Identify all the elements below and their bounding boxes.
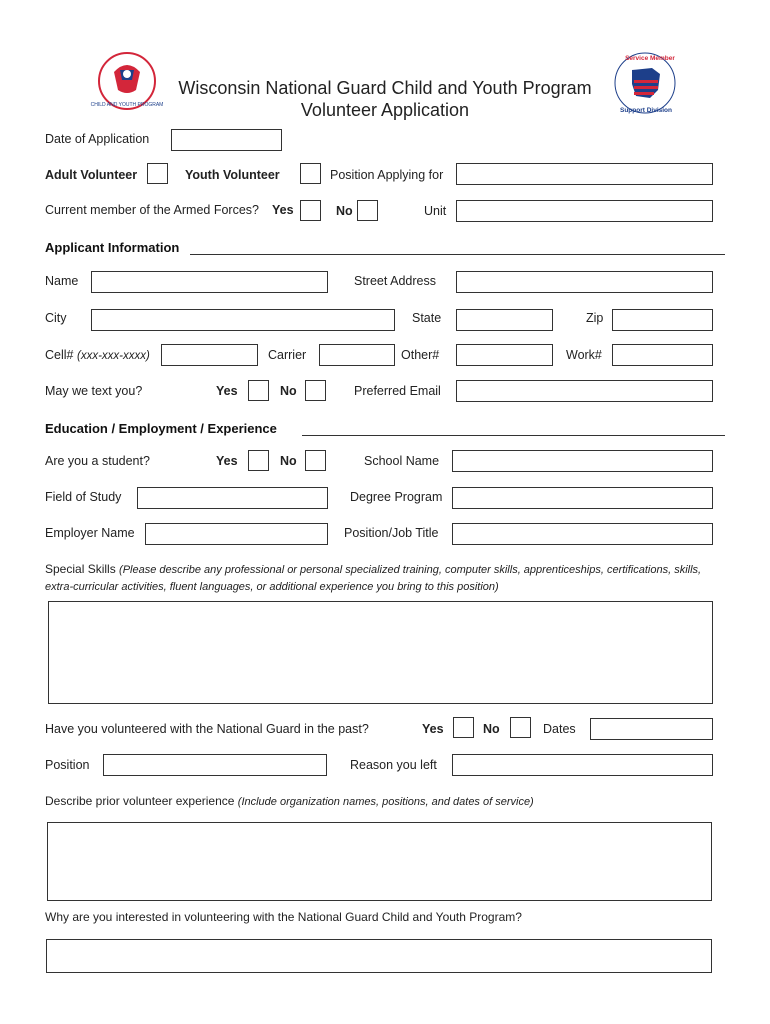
past-volunteer-no-label: No [483, 722, 500, 736]
unit-label: Unit [424, 204, 447, 218]
armed-forces-yes-checkbox[interactable] [300, 200, 321, 221]
armed-forces-label: Current member of the Armed Forces? [45, 203, 259, 217]
prior-experience-textarea[interactable] [47, 822, 712, 901]
date-input[interactable] [171, 129, 282, 151]
degree-program-input[interactable] [452, 487, 713, 509]
field-of-study-input[interactable] [137, 487, 328, 509]
job-title-label: Position/Job Title [344, 526, 439, 540]
position-applying-input[interactable] [456, 163, 713, 185]
armed-forces-yes-label: Yes [272, 203, 294, 217]
dates-input[interactable] [590, 718, 713, 740]
prior-experience-hint: (Include organization names, positions, and dates of service) [237, 796, 534, 808]
prior-experience-label [45, 793, 715, 810]
cell-hint: (xxx-xxx-xxxx) [76, 350, 150, 362]
carrier-input[interactable] [319, 344, 395, 366]
special-skills-text: Special Skills [45, 562, 116, 576]
preferred-email-label: Preferred Email [354, 384, 441, 398]
applicant-info-rule [190, 254, 725, 255]
education-rule [302, 435, 725, 436]
student-no-checkbox[interactable] [305, 450, 326, 471]
education-heading: Education / Employment / Experience [45, 421, 277, 436]
degree-program-label: Degree Program [350, 490, 443, 504]
reason-left-input[interactable] [452, 754, 713, 776]
youth-volunteer-label: Youth Volunteer [185, 168, 280, 182]
job-title-input[interactable] [452, 523, 713, 545]
carrier-label: Carrier [268, 348, 307, 362]
position-input[interactable] [103, 754, 327, 776]
form-title-line1: Wisconsin National Guard Child and Youth Program [178, 78, 592, 98]
employer-name-input[interactable] [145, 523, 328, 545]
applicant-info-heading: Applicant Information [45, 240, 180, 255]
armed-forces-no-label: No [336, 204, 353, 218]
past-volunteer-yes-label: Yes [422, 722, 444, 736]
logo-left-text: CHILD AND YOUTH PROGRAM [90, 102, 164, 108]
past-volunteer-yes-checkbox[interactable] [453, 717, 474, 738]
special-skills-label [45, 561, 715, 595]
text-no-label: No [280, 384, 297, 398]
past-volunteer-label: Have you volunteered with the National Guard in the past? [45, 722, 369, 736]
form-title-line2: Volunteer Application [300, 100, 470, 120]
special-skills-textarea[interactable] [48, 601, 713, 704]
other-phone-input[interactable] [456, 344, 553, 366]
state-input[interactable] [456, 309, 553, 331]
prior-experience-text: Describe prior volunteer experience [45, 794, 235, 808]
employer-name-label: Employer Name [45, 526, 135, 540]
field-of-study-label: Field of Study [45, 490, 122, 504]
adult-volunteer-label: Adult Volunteer [45, 168, 138, 182]
student-yes-checkbox[interactable] [248, 450, 269, 471]
student-label: Are you a student? [45, 454, 150, 468]
past-volunteer-no-checkbox[interactable] [510, 717, 531, 738]
armed-forces-no-checkbox[interactable] [357, 200, 378, 221]
position-applying-label: Position Applying for [330, 168, 444, 182]
dates-label: Dates [543, 722, 576, 736]
cell-input[interactable] [161, 344, 258, 366]
unit-input[interactable] [456, 200, 713, 222]
street-address-label: Street Address [354, 274, 436, 288]
work-phone-label: Work# [566, 348, 602, 362]
logo-right-text-bottom: Support Division [620, 107, 672, 114]
name-label: Name [45, 274, 79, 288]
logo-right-text-top: Service Member [625, 55, 675, 62]
state-label: State [412, 311, 442, 325]
youth-volunteer-checkbox[interactable] [300, 163, 321, 184]
why-interested-textarea[interactable] [46, 939, 712, 973]
special-skills-hint: (Please describe any professional or personal specialized training, computer skills, apprenticeships, certifications, skills, extra-curricular activities, fluent languages, or additional experience you bring to this position) [45, 564, 702, 593]
city-label: City [45, 311, 67, 325]
school-name-label: School Name [364, 454, 440, 468]
student-yes-label: Yes [216, 454, 238, 468]
position-label: Position [45, 758, 90, 772]
text-no-checkbox[interactable] [305, 380, 326, 401]
date-label: Date of Application [45, 132, 150, 146]
why-interested-label: Why are you interested in volunteering with the National Guard Child and Youth Program? [45, 910, 522, 924]
street-address-input[interactable] [456, 271, 713, 293]
adult-volunteer-checkbox[interactable] [147, 163, 168, 184]
other-phone-label: Other# [401, 348, 440, 362]
text-yes-label: Yes [216, 384, 238, 398]
student-no-label: No [280, 454, 297, 468]
text-yes-checkbox[interactable] [248, 380, 269, 401]
zip-label: Zip [586, 311, 604, 325]
work-phone-input[interactable] [612, 344, 713, 366]
cell-label [45, 347, 150, 364]
city-input[interactable] [91, 309, 395, 331]
school-name-input[interactable] [452, 450, 713, 472]
name-input[interactable] [91, 271, 328, 293]
cell-label-text: Cell# [45, 348, 74, 362]
text-permission-label: May we text you? [45, 384, 143, 398]
zip-input[interactable] [612, 309, 713, 331]
reason-left-label: Reason you left [350, 758, 437, 772]
preferred-email-input[interactable] [456, 380, 713, 402]
